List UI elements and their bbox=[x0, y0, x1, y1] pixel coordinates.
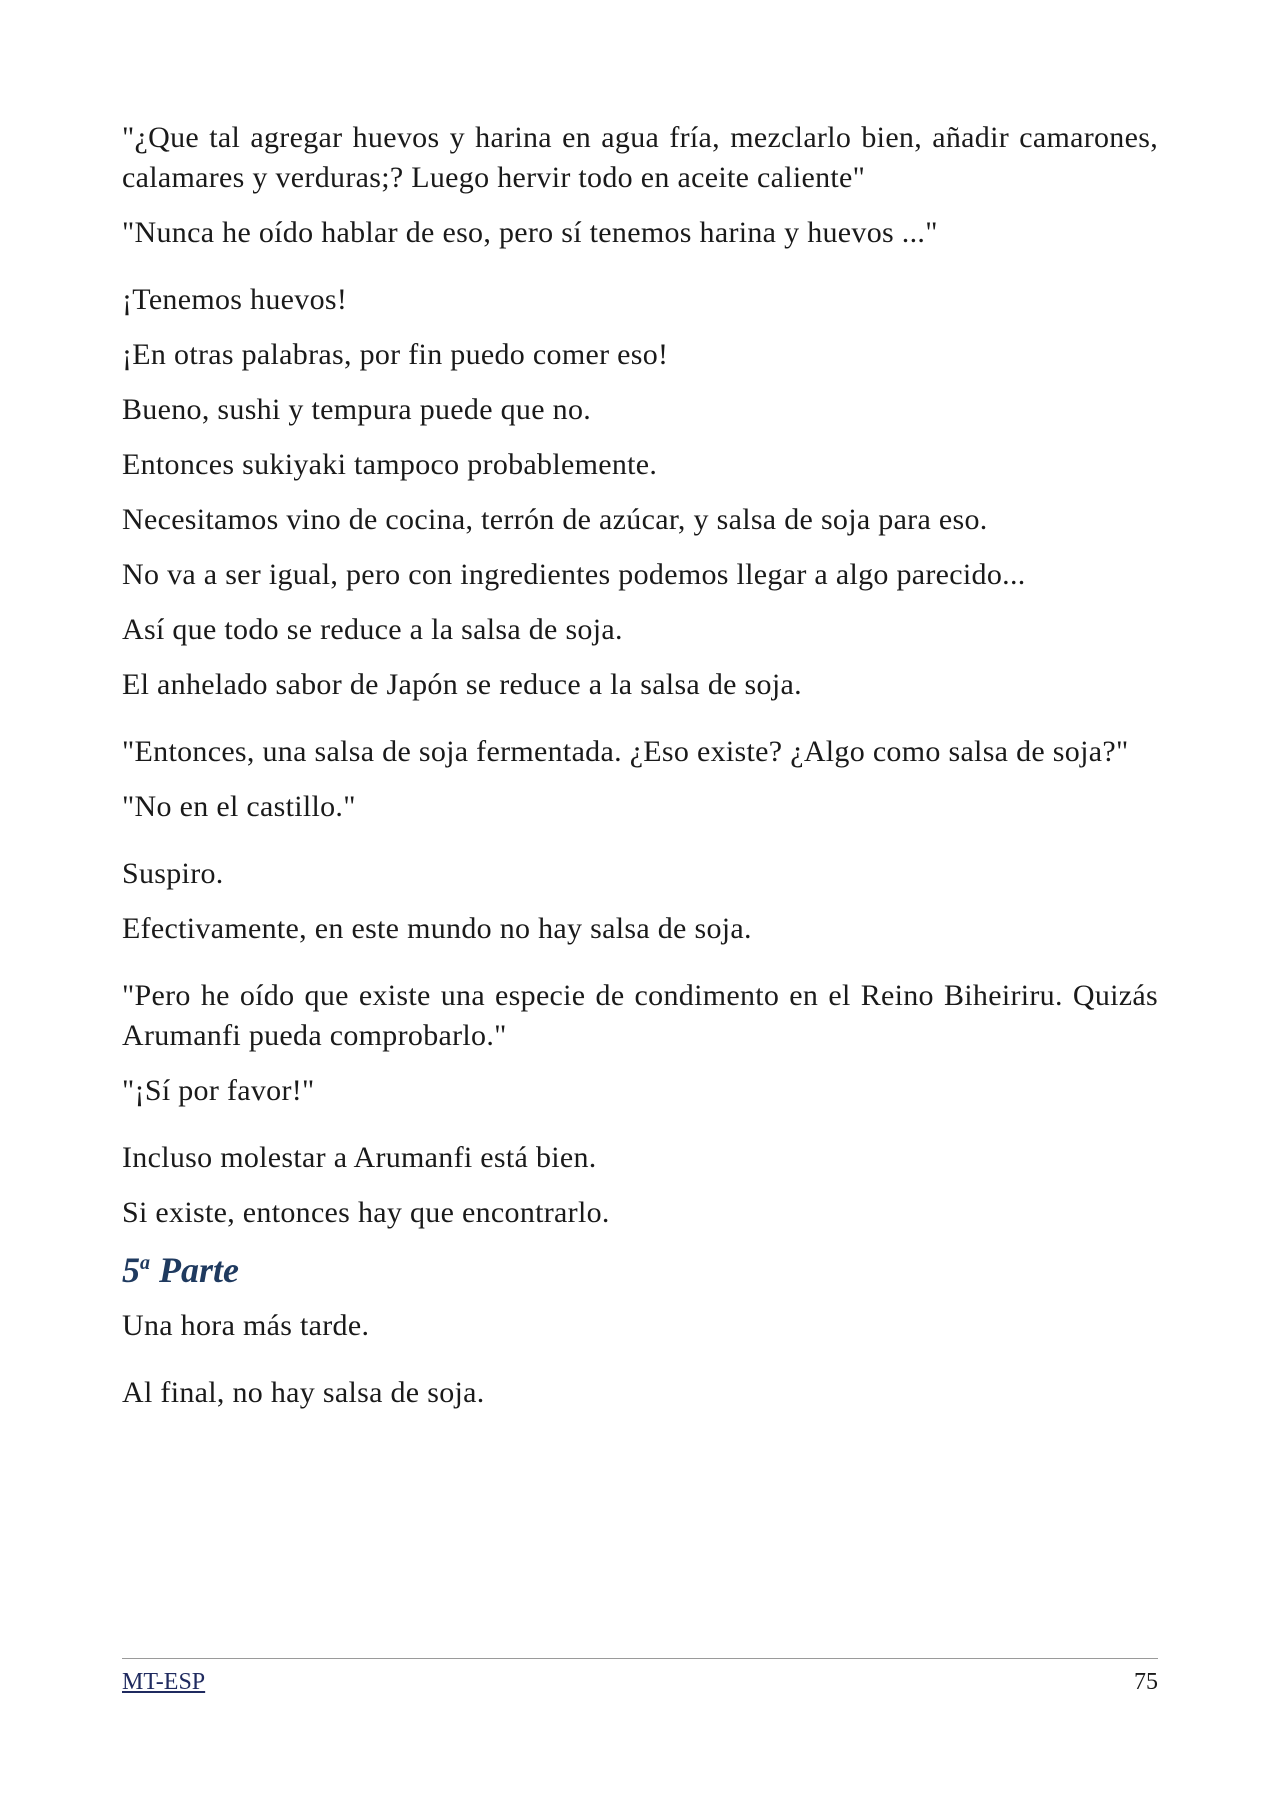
paragraph: "Pero he oído que existe una especie de condimento en el Reino Biheiriru. Quizás Arumanfi pueda comprobarlo." bbox=[122, 979, 1158, 1052]
paragraph: Efectivamente, en este mundo no hay salsa de soja. bbox=[122, 912, 752, 945]
section-ordinal: a bbox=[140, 1252, 150, 1274]
page-number: 75 bbox=[1134, 1669, 1158, 1695]
paragraph: Incluso molestar a Arumanfi está bien. bbox=[122, 1141, 597, 1174]
paragraph: Suspiro. bbox=[122, 857, 224, 890]
section-heading bbox=[122, 1248, 1158, 1292]
paragraph: Si existe, entonces hay que encontrarlo. bbox=[122, 1196, 610, 1229]
paragraph: "¿Que tal agregar huevos y harina en agua fría, mezclarlo bien, añadir camarones, calamares y verduras;? Luego hervir todo en aceite caliente" bbox=[122, 121, 1158, 194]
paragraph: Entonces sukiyaki tampoco probablemente. bbox=[122, 448, 658, 481]
paragraph: ¡Tenemos huevos! bbox=[122, 283, 348, 316]
footer-link[interactable]: MT-ESP bbox=[122, 1669, 206, 1695]
paragraph: El anhelado sabor de Japón se reduce a la salsa de soja. bbox=[122, 668, 802, 701]
paragraph: "Nunca he oído hablar de eso, pero sí tenemos harina y huevos ..." bbox=[122, 216, 938, 249]
paragraph: No va a ser igual, pero con ingredientes podemos llegar a algo parecido... bbox=[122, 558, 1026, 591]
paragraph: Así que todo se reduce a la salsa de soja. bbox=[122, 613, 623, 646]
document-body bbox=[122, 118, 1158, 1428]
paragraph: "No en el castillo." bbox=[122, 790, 356, 823]
section-number: 5 bbox=[122, 1250, 140, 1290]
paragraph: Una hora más tarde. bbox=[122, 1309, 370, 1342]
paragraph: "Entonces, una salsa de soja fermentada. ¿Eso existe? ¿Algo como salsa de soja?" bbox=[122, 735, 1129, 768]
paragraph: Al final, no hay salsa de soja. bbox=[122, 1376, 485, 1409]
page-footer bbox=[122, 1658, 1158, 1697]
section-title: Parte bbox=[159, 1250, 239, 1290]
paragraph: Bueno, sushi y tempura puede que no. bbox=[122, 393, 592, 426]
paragraph: "¡Sí por favor!" bbox=[122, 1074, 315, 1107]
paragraph: Necesitamos vino de cocina, terrón de azúcar, y salsa de soja para eso. bbox=[122, 503, 988, 536]
paragraph: ¡En otras palabras, por fin puedo comer eso! bbox=[122, 338, 669, 371]
